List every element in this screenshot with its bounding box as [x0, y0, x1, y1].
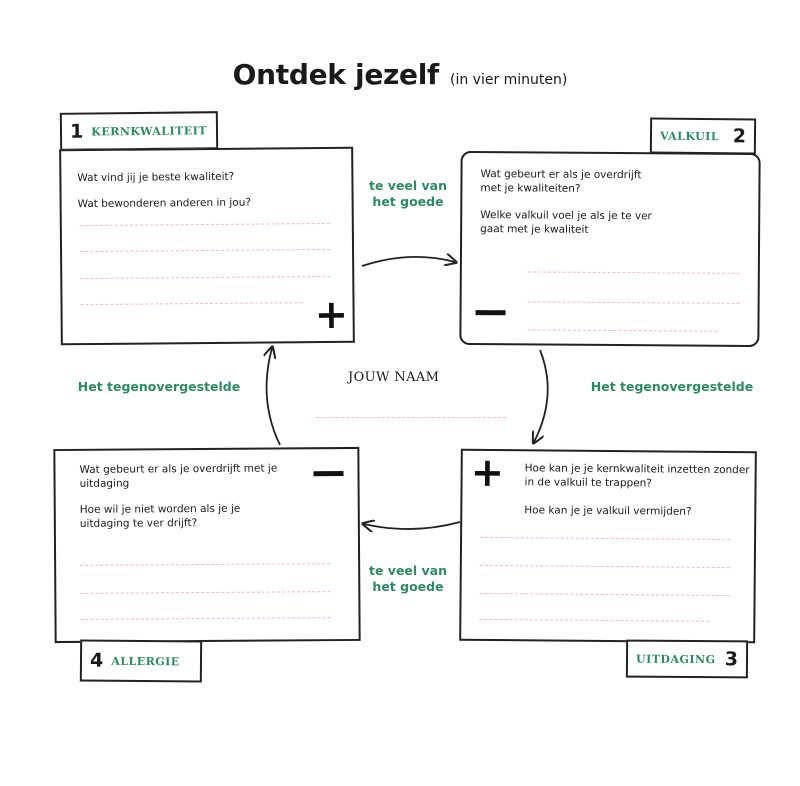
writing-line[interactable] — [80, 249, 330, 252]
writing-line[interactable] — [479, 619, 709, 622]
plus-sign: + — [470, 449, 505, 497]
writing-line[interactable] — [528, 301, 740, 303]
arrow-1-to-2 — [362, 257, 455, 266]
arrow-4-to-1 — [267, 348, 280, 445]
tab-kernkwaliteit — [60, 111, 218, 151]
plus-sign: + — [314, 291, 349, 339]
writing-line[interactable] — [80, 591, 330, 594]
writing-line[interactable] — [480, 537, 730, 540]
quadrant-label: ALLERGIE — [111, 654, 180, 668]
connector-top-label: te veel van het goede — [368, 178, 448, 209]
question: Hoe kan je je valkuil vermijden? — [524, 504, 692, 518]
page-subtitle: (in vier minuten) — [449, 72, 568, 88]
question: Wat gebeurt er als je overdrijft met je kwaliteiten? — [480, 168, 642, 195]
arrow-3-to-4 — [364, 522, 460, 529]
minus-sign — [476, 310, 506, 315]
writing-line[interactable] — [81, 617, 331, 620]
name-label: JOUW NAAM — [348, 370, 440, 385]
name-input-line[interactable] — [316, 417, 506, 418]
tab-allergie — [80, 639, 202, 682]
quadrant-number: 2 — [732, 125, 747, 148]
connector-right-label: Het tegenovergestelde — [590, 379, 754, 394]
writing-line[interactable] — [81, 302, 303, 305]
connector-bottom-label: te veel van het goede — [368, 563, 448, 594]
writing-line[interactable] — [80, 563, 330, 566]
card-kernkwaliteit — [59, 147, 355, 346]
quadrant-number: 1 — [69, 120, 84, 143]
writing-line[interactable] — [528, 271, 740, 273]
quadrant-number: 3 — [724, 648, 739, 671]
page-title: Ontdek jezelf — [232, 58, 439, 91]
writing-line[interactable] — [80, 276, 330, 279]
card-valkuil — [459, 151, 760, 347]
question: Wat gebeurt er als je overdrijft met je uitdaging — [79, 462, 278, 490]
question: Wat vind jij je beste kwaliteit? — [77, 170, 235, 185]
card-allergie — [53, 447, 360, 643]
writing-line[interactable] — [480, 565, 730, 568]
arrow-2-to-3 — [534, 350, 548, 442]
tab-uitdaging — [626, 640, 748, 679]
question: Welke valkuil voel je als je te ver gaat met je kwaliteit — [480, 209, 652, 236]
writing-line[interactable] — [80, 223, 330, 226]
writing-line[interactable] — [527, 329, 717, 331]
minus-sign — [313, 471, 343, 476]
writing-line[interactable] — [480, 593, 730, 596]
card-uitdaging — [459, 449, 757, 644]
quadrant-label: UITDAGING — [635, 652, 716, 666]
tab-valkuil — [650, 118, 756, 155]
question: Hoe kan je je kernkwaliteit inzetten zonder in de valkuil te trappen? — [524, 462, 750, 490]
question: Hoe wil je niet worden als je je uitdaging te ver drijft? — [79, 502, 241, 530]
quadrant-label: VALKUIL — [659, 129, 720, 143]
quadrant-label: KERNKWALITEIT — [91, 123, 208, 138]
quadrant-number: 4 — [89, 649, 104, 672]
connector-left-label: Het tegenovergestelde — [77, 379, 241, 394]
question: Wat bewonderen anderen in jou? — [77, 196, 251, 211]
